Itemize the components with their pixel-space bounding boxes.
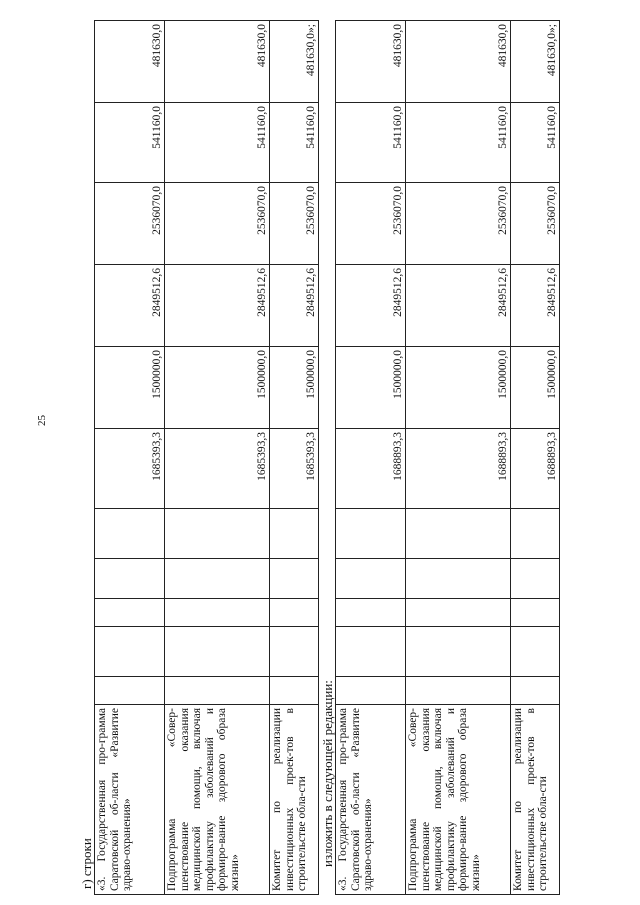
value-cell: 541160,0 [511, 103, 560, 183]
table-row [336, 21, 406, 895]
value-cell: 2849512,6 [406, 265, 511, 347]
row-name: Подпрограмма «Совер-шенствование оказания медицинской помощи, включая профилактику заболеваний и формиро-вание здорового образа жизни» [406, 705, 511, 895]
value-cell: 1688893,3 [511, 429, 560, 509]
value-cell: 2536070,0 [511, 183, 560, 265]
value-cell: 2536070,0 [95, 183, 165, 265]
value-cell: 481630,0 [406, 21, 511, 103]
row-name: «3. Государственная про-грамма Саратовской об-ласти «Развитие здраво-охранения» [336, 705, 406, 895]
value-cell: 541160,0 [406, 103, 511, 183]
page-number: 25 [36, 415, 48, 426]
value-cell: 2536070,0 [336, 183, 406, 265]
value-cell: 481630,0»; [270, 21, 319, 103]
value-cell: 481630,0 [165, 21, 270, 103]
table-new-edition [335, 20, 560, 895]
value-cell: 2849512,6 [511, 265, 560, 347]
value-cell: 2849512,6 [165, 265, 270, 347]
row-name: Подпрограмма «Совер-шенствование оказания медицинской помощи, включая профилактику заболеваний и формиро-вание здорового образа жизни» [165, 705, 270, 895]
mid-caption: изложить в следующей редакции: [320, 680, 335, 867]
value-cell: 481630,0 [95, 21, 165, 103]
value-cell: 1500000,0 [165, 347, 270, 429]
value-cell: 1500000,0 [95, 347, 165, 429]
value-cell: 1685393,3 [165, 429, 270, 509]
value-cell: 541160,0 [270, 103, 319, 183]
value-cell: 541160,0 [165, 103, 270, 183]
row-name: Комитет по реализации инвестиционных проек-тов в строительстве обла-сти [270, 705, 319, 895]
rotated-content [80, 15, 560, 895]
row-name: «3. Государственная про-грамма Саратовской об-ласти «Развитие здраво-охранения» [95, 705, 165, 895]
value-cell: 1685393,3 [270, 429, 319, 509]
value-cell: 1688893,3 [336, 429, 406, 509]
value-cell: 2849512,6 [336, 265, 406, 347]
value-cell: 1688893,3 [406, 429, 511, 509]
value-cell: 1500000,0 [336, 347, 406, 429]
value-cell: 1685393,3 [95, 429, 165, 509]
row-name: Комитет по реализации инвестиционных проек-тов в строительстве обла-сти [511, 705, 560, 895]
value-cell: 541160,0 [95, 103, 165, 183]
value-cell: 2536070,0 [165, 183, 270, 265]
table-row [406, 21, 511, 895]
value-cell: 1500000,0 [406, 347, 511, 429]
value-cell: 481630,0 [336, 21, 406, 103]
table-row [270, 21, 319, 895]
table-row [511, 21, 560, 895]
value-cell: 1500000,0 [270, 347, 319, 429]
section-label: г) строки [79, 838, 94, 889]
table-original [94, 20, 319, 895]
value-cell: 1500000,0 [511, 347, 560, 429]
value-cell: 541160,0 [336, 103, 406, 183]
table-row [165, 21, 270, 895]
value-cell: 2849512,6 [270, 265, 319, 347]
table-row [95, 21, 165, 895]
value-cell: 2849512,6 [95, 265, 165, 347]
value-cell: 2536070,0 [406, 183, 511, 265]
value-cell: 2536070,0 [270, 183, 319, 265]
value-cell: 481630,0»; [511, 21, 560, 103]
